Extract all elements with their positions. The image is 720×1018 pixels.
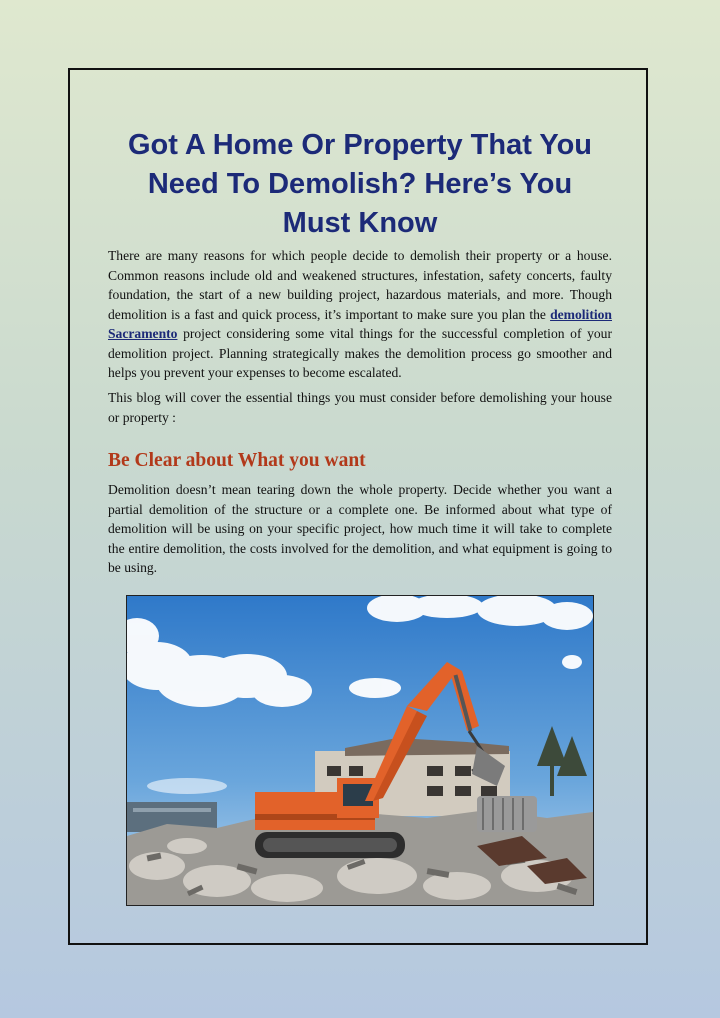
document-frame	[68, 68, 648, 945]
blog-cover-paragraph: This blog will cover the essential things you must consider before demolishing your house or property :	[108, 390, 612, 425]
article-title: Got A Home Or Property That You Need To Demolish? Here’s You Must Know	[127, 129, 593, 239]
intro-text-before-link: There are many reasons for which people decide to demolish their property or a house. Common reasons include old and weakened structures, infestation, safety concerts, faulty foundation, the start of a new building project, hazardous materials, and more. Though demolition is a fast and quick process, it’s important to make sure you plan the	[108, 248, 612, 322]
demolition-photo	[126, 595, 594, 906]
intro-paragraph	[108, 246, 612, 383]
section-paragraph: Demolition doesn’t mean tearing down the whole property. Decide whether you want a partial demolition of the structure or a complete one. Be informed about what type of demolition will be using on your specific project, how much time it will take to complete the entire demolition, the costs involved for the demolition, and what equipment is going to be using.	[108, 482, 612, 575]
section-heading: Be Clear about What you want	[108, 450, 366, 471]
intro-text-after-link: project considering some vital things for the successful completion of your demolition project. Planning strategically makes the demolition process go smoother and helps you prevent your expenses to become escalated.	[108, 326, 612, 380]
demolition-sacramento-link[interactable]: demolition Sacramento	[108, 306, 612, 341]
